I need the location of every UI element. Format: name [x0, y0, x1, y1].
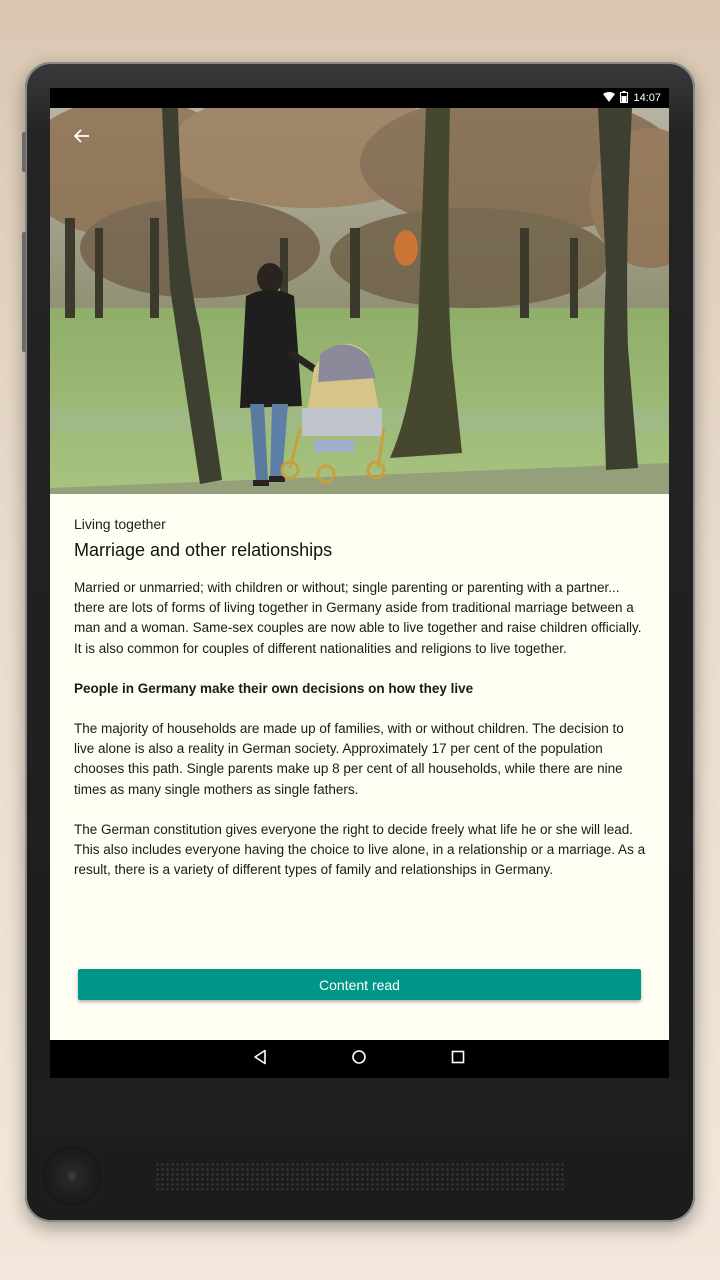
side-button-upper [22, 132, 26, 172]
side-button-lower [22, 232, 26, 352]
article-subheading: People in Germany make their own decisions on how they live [74, 680, 474, 696]
article-category: Living together [74, 516, 166, 532]
arrow-back-icon [74, 128, 90, 149]
camera-lens [40, 1144, 104, 1208]
screen [50, 88, 669, 1078]
article-content [50, 494, 669, 1040]
tablet-frame [25, 62, 695, 1222]
back-button[interactable] [68, 124, 96, 152]
nav-home-button[interactable] [344, 1044, 374, 1074]
battery-icon [620, 91, 628, 106]
article-title: Marriage and other relationships [74, 540, 333, 560]
navigation-bar [50, 1040, 669, 1078]
recents-square-icon [451, 1050, 465, 1069]
back-triangle-icon [253, 1049, 267, 1070]
article-paragraph: The majority of households are made up of families, with or without children. The decision to live alone is also a reality in German society. Approximately 17 per cent of the population chooses this path. Single parents make up 8 per cent of all households, while there are nine times as many single mothers as single fathers. [74, 721, 624, 797]
content-read-button[interactable]: Content read [78, 969, 641, 1000]
speaker-grille [155, 1162, 565, 1190]
status-bar [50, 88, 669, 108]
wifi-icon [603, 92, 615, 105]
article-paragraph: Married or unmarried; with children or without; single parenting or parenting with a partner... there are lots of forms of living together in Germany aside from traditional marriage between a man and a woman. Same-sex couples are now able to live together and raise children officially. It is also common for couples of different nationalities and religions to live together. [74, 580, 642, 656]
status-time: 14:07 [633, 92, 661, 104]
device-bezel-bottom [33, 1078, 687, 1138]
article-paragraph: The German constitution gives everyone the right to decide freely what life he or she will lead. This also includes everyone having the choice to live alone, in a relationship or a marriage. As a result, there is a variety of different types of family and relationships in Germany. [74, 821, 646, 878]
nav-recents-button[interactable] [443, 1044, 473, 1074]
camera-dot [68, 1172, 76, 1180]
nav-back-button[interactable] [245, 1044, 275, 1074]
hero-image [50, 108, 669, 494]
home-circle-icon [351, 1049, 367, 1070]
article-body [74, 578, 646, 900]
